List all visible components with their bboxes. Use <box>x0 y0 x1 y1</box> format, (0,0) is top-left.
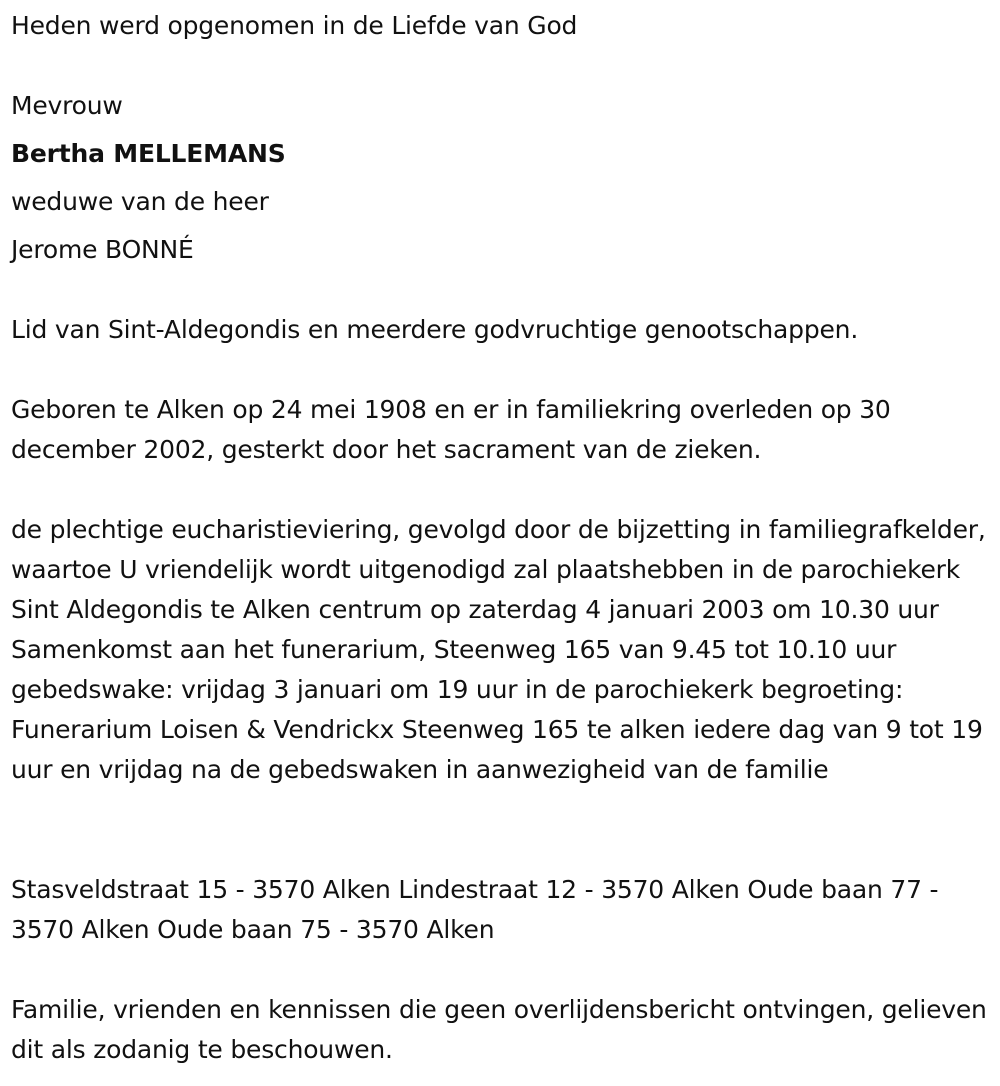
birth-death-paragraph: Geboren te Alken op 24 mei 1908 en er in familiekring overleden op 30 december 2002, gesterkt door het sacrament van de zieken. <box>11 395 891 464</box>
deceased-name: Bertha MELLEMANS <box>11 139 286 168</box>
addresses-paragraph: Stasveldstraat 15 - 3570 Alken Lindestraat 12 - 3570 Alken Oude baan 77 - 3570 Alken Oude baan 75 - 3570 Alken <box>11 875 939 944</box>
membership-paragraph: Lid van Sint-Aldegondis en meerdere godvruchtige genootschappen. <box>11 315 859 344</box>
relation-line: weduwe van de heer <box>11 187 269 216</box>
intro-line: Heden werd opgenomen in de Liefde van God <box>11 11 578 40</box>
closing-paragraph: Familie, vrienden en kennissen die geen overlijdensbericht ontvingen, gelieven dit als zodanig te beschouwen. <box>11 995 987 1064</box>
spouse-name: Jerome BONNÉ <box>11 235 194 264</box>
ceremony-paragraph: de plechtige eucharistieviering, gevolgd door de bijzetting in familiegrafkelder, waartoe U vriendelijk wordt uitgenodigd zal plaatshebben in de parochiekerk Sint Aldegondis te Alken centrum op zaterdag 4 januari 2003 om 10.30 uur Samenkomst aan het funerarium, Steenweg 165 van 9.45 tot 10.10 uur gebedswake: vrijdag 3 januari om 19 uur in de parochiekerk begroeting: Funerarium Loisen & Vendrickx Steenweg 165 te alken iedere dag van 9 tot 19 uur en vrijdag na de gebedswaken in aanwezigheid van de familie <box>11 515 986 784</box>
title-prefix: Mevrouw <box>11 91 123 120</box>
